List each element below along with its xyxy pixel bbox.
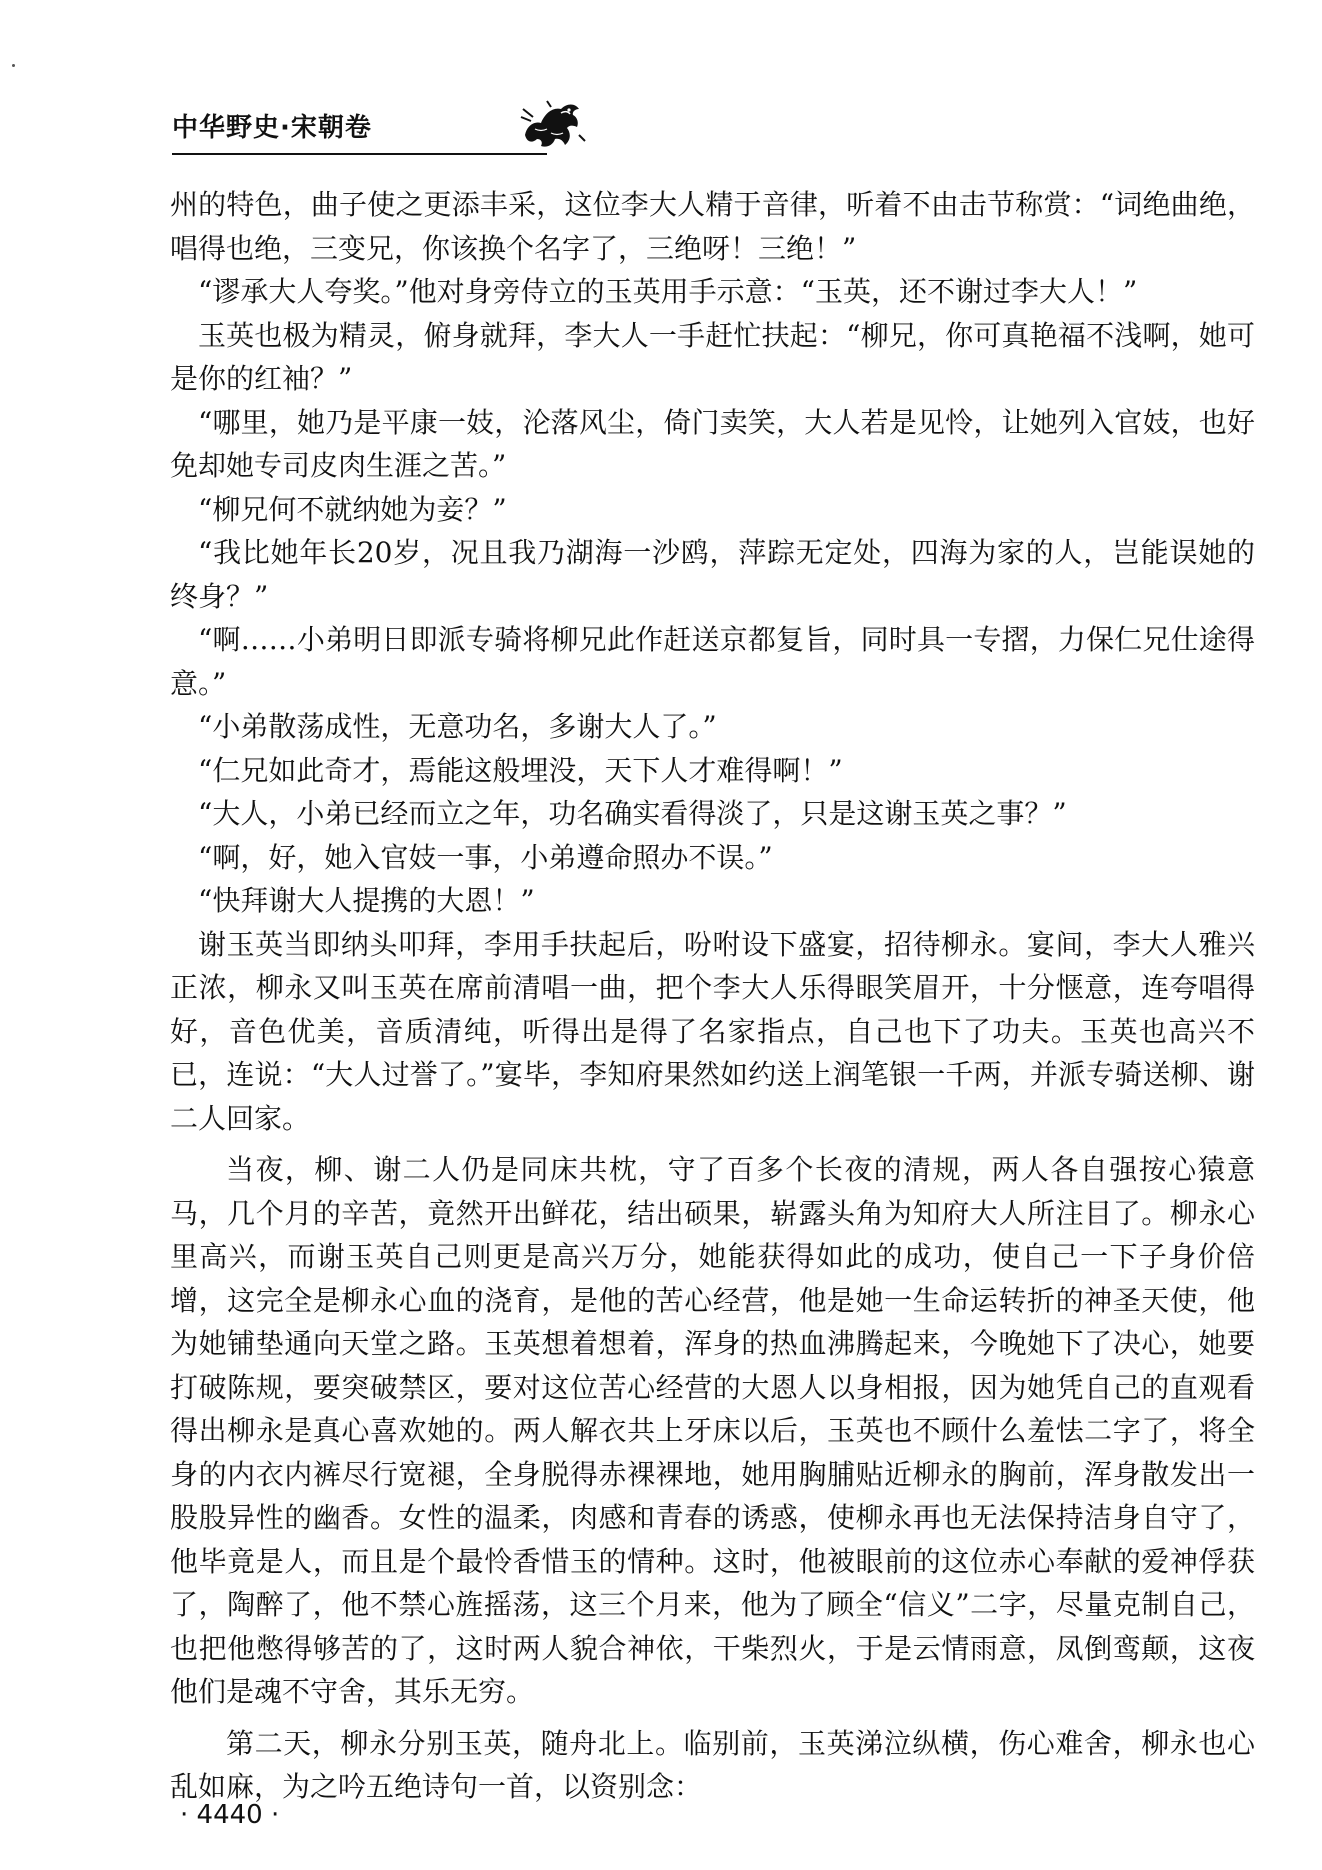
- paragraph: “啊……小弟明日即派专骑将柳兄此作赶送京都复旨，同时具一专摺，力保仁兄仕途得意。”: [170, 623, 1255, 700]
- scan-speck: [12, 64, 15, 67]
- paragraph: “啊，好，她入官妓一事，小弟遵命照办不误。”: [198, 840, 773, 874]
- paragraph: “大人，小弟已经而立之年，功名确实看得淡了，只是这谢玉英之事？”: [198, 797, 1067, 830]
- paragraph: “我比她年长20岁，况且我乃湖海一沙鸥，萍踪无定处，四海为家的人，岂能误她的终身？”: [170, 536, 1255, 613]
- paragraph: “快拜谢大人提携的大恩！”: [198, 884, 535, 917]
- paragraph: “仁兄如此奇才，焉能这般埋没，天下人才难得啊！”: [198, 753, 843, 787]
- dragon-ornament-icon: [517, 95, 587, 151]
- paragraph: “小弟散荡成性，无意功名，多谢大人了。”: [198, 710, 717, 743]
- paragraph: 州的特色，曲子使之更添丰采，这位李大人精于音律，听着不由击节称赏：“词绝曲绝，唱得也绝，三变兄，你该换个名字了，三绝呀！三绝！”: [170, 188, 1255, 265]
- body-text: [170, 183, 1255, 1809]
- paragraph: 第二天，柳永分别玉英，随舟北上。临别前，玉英涕泣纵横，伤心难舍，柳永也心乱如麻，为之吟五绝诗句一首，以资别念：: [170, 1726, 1255, 1803]
- paragraph: 玉英也极为精灵，俯身就拜，李大人一手赶忙扶起：“柳兄，你可真艳福不浅啊，她可是你的红袖？”: [170, 318, 1255, 395]
- header-rule: [172, 153, 547, 155]
- running-head-title: 中华野史·宋朝卷: [172, 113, 372, 143]
- paragraph: “哪里，她乃是平康一妓，沦落风尘，倚门卖笑，大人若是见怜，让她列入官妓，也好免却她专司皮肉生涯之苦。”: [170, 405, 1255, 482]
- paragraph: 谢玉英当即纳头叩拜，李用手扶起后，吩咐设下盛宴，招待柳永。宴间，李大人雅兴正浓，柳永又叫玉英在席前清唱一曲，把个李大人乐得眼笑眉开，十分惬意，连夸唱得好，音色优美，音质清纯，听得出是得了名家指点，自己也下了功夫。玉英也高兴不已，连说：“大人过誉了。”宴毕，李知府果然如约送上润笔银一千两，并派专骑送柳、谢二人回家。: [170, 927, 1255, 1135]
- page-number: · 4440 ·: [180, 1800, 280, 1830]
- paragraph: 当夜，柳、谢二人仍是同床共枕，守了百多个长夜的清规，两人各自强按心猿意马，几个月的辛苦，竟然开出鲜花，结出硕果，崭露头角为知府大人所注目了。柳永心里高兴，而谢玉英自己则更是高兴万分，她能获得如此的成功，使自己一下子身价倍增，这完全是柳永心血的浇育，是他的苦心经营，他是她一生命运转折的神圣天使，他为她铺垫通向天堂之路。玉英想着想着，浑身的热血沸腾起来，今晚她下了决心，她要打破陈规，要突破禁区，要对这位苦心经营的大恩人以身相报，因为她凭自己的直观看得出柳永是真心喜欢她的。两人解衣共上牙床以后，玉英也不顾什么羞怯二字了，将全身的内衣内裤尽行宽褪，全身脱得赤裸裸地，她用胸脯贴近柳永的胸前，浑身散发出一股股异性的幽香。女性的温柔，肉感和青春的诱惑，使柳永再也无法保持洁身自守了，他毕竟是人，而且是个最怜香惜玉的情种。这时，他被眼前的这位赤心奉献的爱神俘获了，陶醉了，他不禁心旌摇荡，这三个月来，他为了顾全“信义”二字，尽量克制自己，也把他憋得够苦的了，这时两人貌合神依，干柴烈火，于是云情雨意，凤倒鸾颠，这夜他们是魂不守舍，其乐无穷。: [170, 1153, 1255, 1708]
- page-header: [172, 95, 1252, 165]
- paragraph: “柳兄何不就纳她为妾？”: [198, 492, 507, 526]
- paragraph: “谬承大人夸奖。”他对身旁侍立的玉英用手示意：“玉英，还不谢过李大人！”: [198, 275, 1138, 308]
